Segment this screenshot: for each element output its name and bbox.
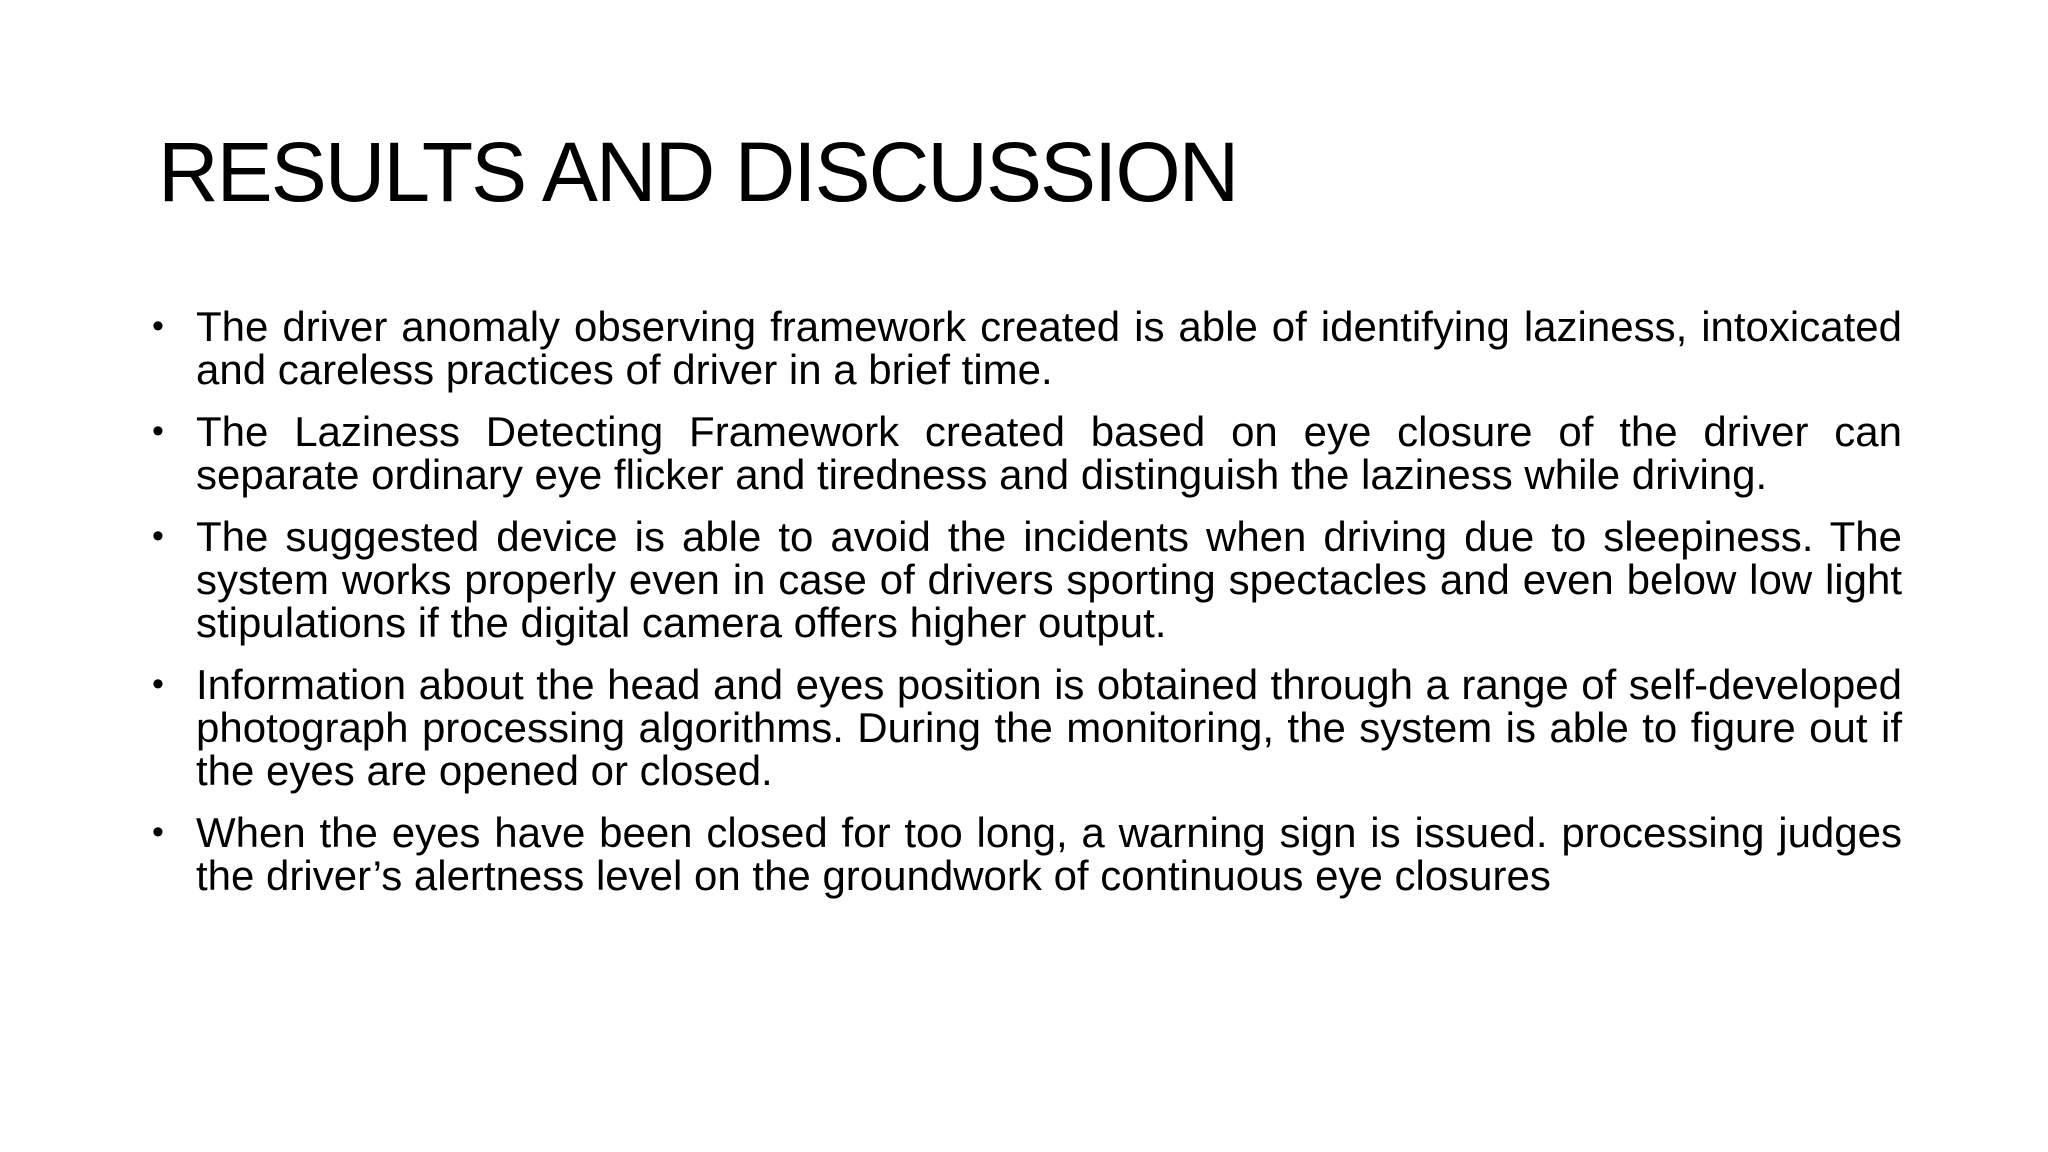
slide-title: RESULTS AND DISCUSSION [158, 125, 1238, 219]
bullet-icon: • [152, 813, 164, 851]
bullet-icon: • [152, 665, 164, 703]
bullet-icon: • [152, 307, 164, 345]
bullet-text-5: When the eyes have been closed for too long, a warning sign is issued. processing judges the driver’s alertness level on the groundwork of continuous eye closures [196, 809, 1902, 899]
bullet-text-4: Information about the head and eyes position is obtained through a range of self-developed photograph processing algorithms. During the monitoring, the system is able to figure out if the eyes are opened or closed. [196, 661, 1902, 794]
bullet-item-1 [150, 305, 1902, 391]
bullet-item-4 [150, 663, 1902, 792]
bullet-icon: • [152, 412, 164, 450]
bullet-text-3: The suggested device is able to avoid the incidents when driving due to sleepiness. The system works properly even in case of drivers sporting spectacles and even below low light stipulations if the digital camera offers higher output. [196, 513, 1902, 646]
bullet-text-1: The driver anomaly observing framework created is able of identifying laziness, intoxicated and careless practices of driver in a brief time. [196, 303, 1902, 393]
bullet-icon: • [152, 517, 164, 555]
bullet-item-3 [150, 515, 1902, 644]
bullet-item-2 [150, 410, 1902, 496]
bullet-item-5 [150, 811, 1902, 897]
bullet-list [150, 305, 1902, 916]
bullet-text-2: The Laziness Detecting Framework created based on eye closure of the driver can separate ordinary eye flicker and tiredness and distinguish the laziness while driving. [196, 408, 1902, 498]
